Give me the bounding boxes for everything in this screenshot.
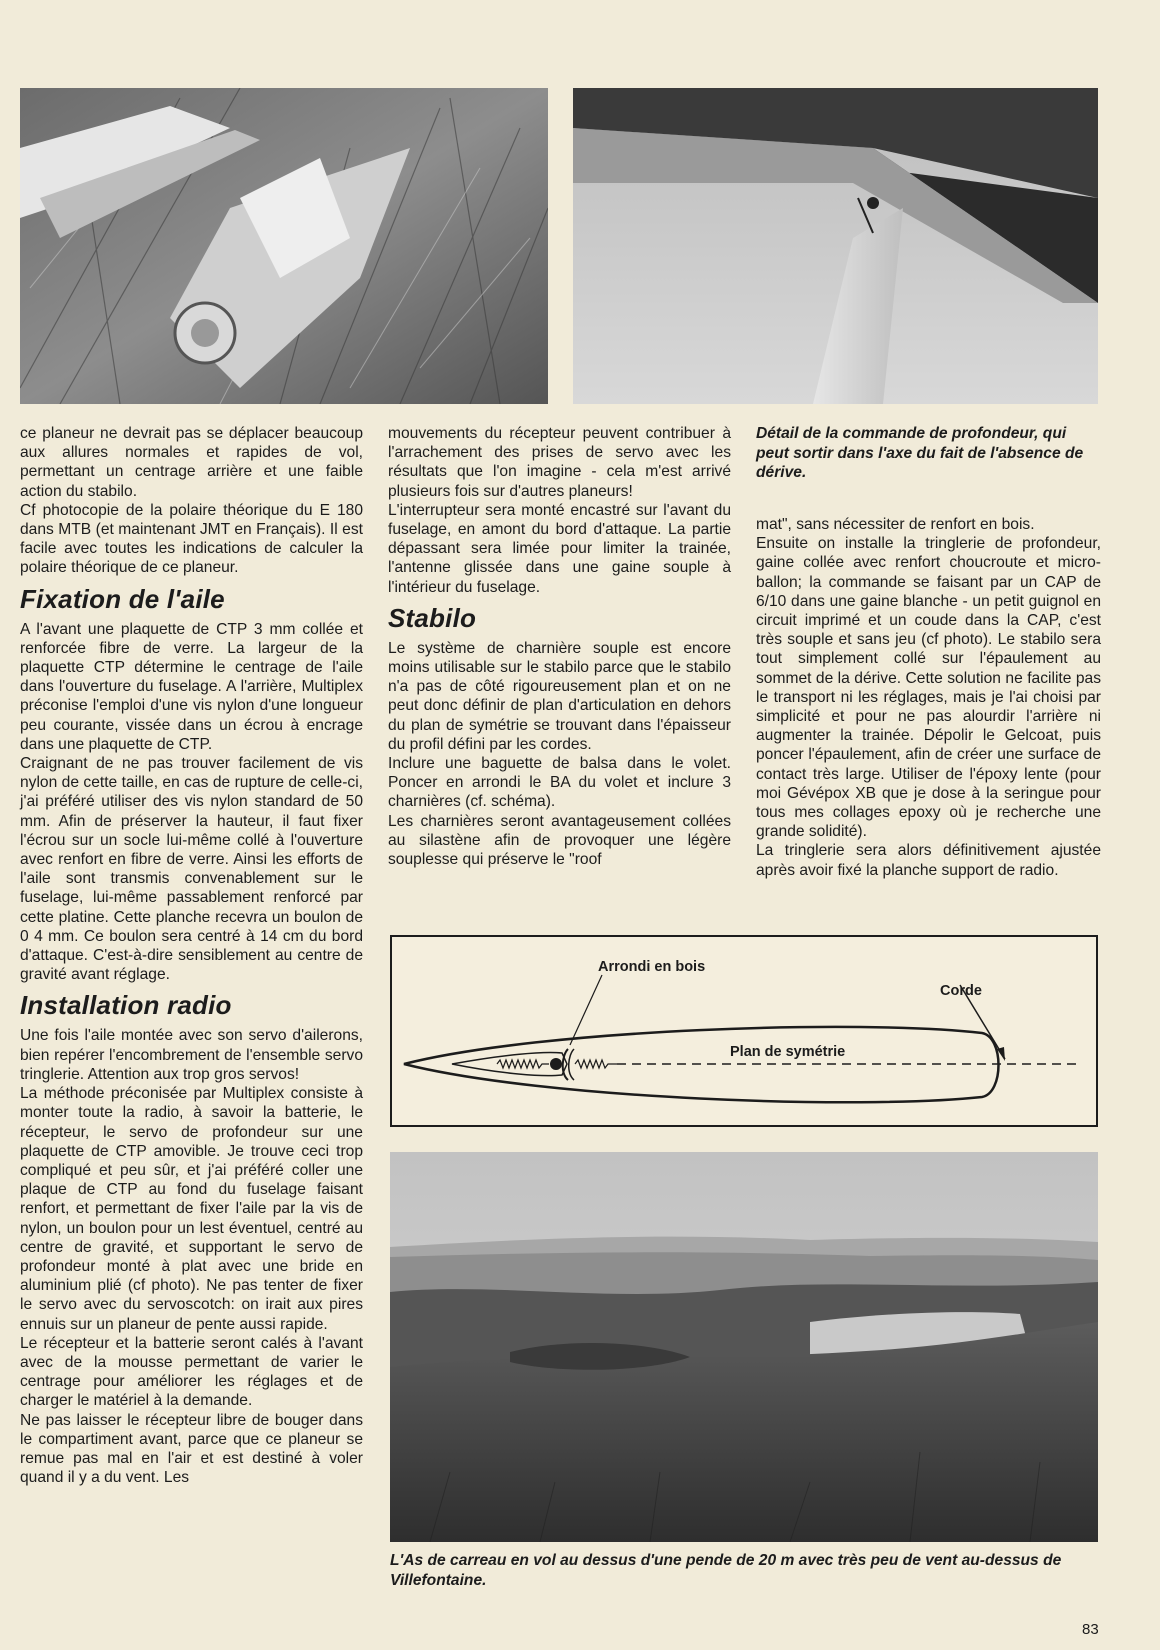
paragraph: L'interrupteur sera monté encastré sur l'avant du fuselage, en amont du bord d'attaque. La partie dépassant sera limée pour limiter la trainée, l'antenne glissée dans une gaine souple à l'intérieur du fuselage. [388, 501, 731, 596]
label-plan-de-symetrie: Plan de symétrie [730, 1044, 846, 1060]
paragraph: Le système de charnière souple est encore moins utilisable sur le stabilo parce que le stabilo n'a pas de côté rigoureusement plan et on ne peut donc définir de plan d'articulation en dehors du plan de symétrie se trouvant dans l'épaisseur du profil défini par les cordes. [388, 639, 731, 753]
heading-fixation: Fixation de l'aile [20, 583, 225, 614]
paragraph: La méthode préconisée par Multiplex consiste à monter toute la radio, à savoir la batterie, le récepteur, le servo de profondeur sur une plaquette de CTP amovible. Je trouve ceci trop compliqué et peu sûr, et j'ai préféré coller une plaque de CTP au fond du fuselage faisant renfort, et permettant de fixer l'aile par la vis de nylon, un boulon pour un lest éventuel, centré au centre de gravité, et supportant le servo de profondeur monté à plat avec une bride en aluminium plié (cf photo). Ne pas tenter de fixer le servo avec du servoscotch: on irait aux pires ennuis sur un planeur de pente aussi rapide. [20, 1085, 363, 1333]
heading-stabilo: Stabilo [388, 602, 477, 633]
paragraph: Inclure une baguette de balsa dans le volet. Poncer en arrondi le BA du volet et inclure 3 charnières (cf. schéma). [388, 755, 731, 811]
paragraph: La tringlerie sera alors définitivement ajustée après avoir fixé la planche support de radio. [756, 842, 1101, 879]
photo-landscape-image [390, 1152, 1098, 1542]
photo-glider-in-grass-image [20, 88, 548, 404]
paragraph: mat", sans nécessiter de renfort en bois. [756, 516, 1035, 533]
label-arrondi-en-bois: Arrondi en bois [598, 959, 706, 975]
paragraph: Craignant de ne pas trouver facilement de vis nylon de cette taille, en cas de rupture de celle-ci, j'ai préféré utiliser des vis nylon standard de 50 mm. Afin de préserver la hauteur, il faut fixer l'écrou sur un socle lui-même collé à l'ouverture avec renfort en fibre de verre. Ainsi les efforts de l'aile sont transmis convenablement sur le fuselage, lui-même passablement renforcé par cette platine. Cette planche recevra un boulon de 0 4 mm. Ce boulon sera centré à 14 cm du bord d'attaque. C'est-à-dire sensiblement au centre de gravité avant réglage. [20, 755, 363, 984]
photo-elevator-detail-image [573, 88, 1098, 404]
paragraph: Cf photocopie de la polaire théorique du E 180 dans MTB (et maintenant JMT en Français). Il est facile avec toutes les indications de calculer la polaire théorique de ce planeur. [20, 501, 363, 577]
paragraph: Une fois l'aile montée avec son servo d'ailerons, bien repérer l'encombrement de l'ensemble servo tringlerie. Attention aux trop gros servos! [20, 1027, 363, 1083]
stabilo-profile-diagram [390, 935, 1098, 1127]
column-3 [756, 515, 1101, 880]
stabilo-profile-drawing [392, 937, 1095, 1124]
caption-elevator-detail: Détail de la commande de profondeur, qui peut sortir dans l'axe du fait de l'absence de dérive. [756, 425, 1084, 481]
paragraph: Le récepteur et la batterie seront calés à l'avant avec de la mousse permettant de varier le centrage pour améliorer les réglages et de charger le matériel à la demande. [20, 1334, 363, 1410]
photo-glider-in-grass [20, 88, 548, 404]
paragraph: Ne pas laisser le récepteur libre de bouger dans le compartiment avant, parce que ce planeur se remue pas mal en l'air et est destiné à voler quand il y a du vent. Les [20, 1411, 363, 1487]
paragraph: mouvements du récepteur peuvent contribuer à l'arrachement des prises de servo avec les résultats que l'on imagine - cela m'est arrivé plusieurs fois sur d'autres planeurs! [388, 425, 731, 500]
heading-installation-radio: Installation radio [20, 990, 232, 1021]
paragraph: Ensuite on installe la tringlerie de profondeur, gaine collée avec renfort choucroute et micro-ballon; la commande se faisant par un CAP de 6/10 dans une gaine blanche - un petit guignol en circuit imprimé et un coude dans la CAP, c'est très souple et sans jeu (cf photo). Le stabilo sera tout simplement collé sur l'épaulement au sommet de la dérive. Cette solution ne facilite pas le transport ni les réglages, mais je l'ai choisi par simplicité et pour ne pas alourdir l'arrière ni augmenter la trainée. Dépolir le Gelcoat, puis poncer l'épaulement, afin de créer une surface de contact très large. Utiliser de l'époxy lente (pour moi Gévépox XB que je dose à la seringue pour tous mes collages epoxy où je recherche une grande solidité). [756, 535, 1101, 841]
photo-elevator-detail [573, 88, 1098, 404]
paragraph: Les charnières seront avantageusement collées au silastène afin de provoquer une légère souplesse qui préserve le "roof [388, 812, 731, 869]
caption-landscape: L'As de carreau en vol au dessus d'une pende de 20 m avec très peu de vent au-dessus de Villefontaine. [390, 1552, 1062, 1589]
photo-landscape-villefontaine [390, 1152, 1098, 1542]
label-corde: Corde [940, 983, 982, 999]
column-1 [20, 424, 363, 1487]
paragraph: A l'avant une plaquette de CTP 3 mm collée et renforcée fibre de verre. La largeur de la plaquette CTP détermine le centrage de l'aile dans l'ouverture du fuselage. A l'arrière, Multiplex préconise l'emploi d'une vis nylon d'une longueur peu courante, vissée dans un écrou à encrage dans une plaquette de CTP. [20, 620, 363, 753]
page-number: 83 [1082, 1621, 1099, 1638]
column-2 [388, 424, 731, 869]
paragraph: ce planeur ne devrait pas se déplacer beaucoup aux allures normales et rapides de vol, permettant un centrage arrière et une faible action du stabilo. [20, 425, 363, 500]
